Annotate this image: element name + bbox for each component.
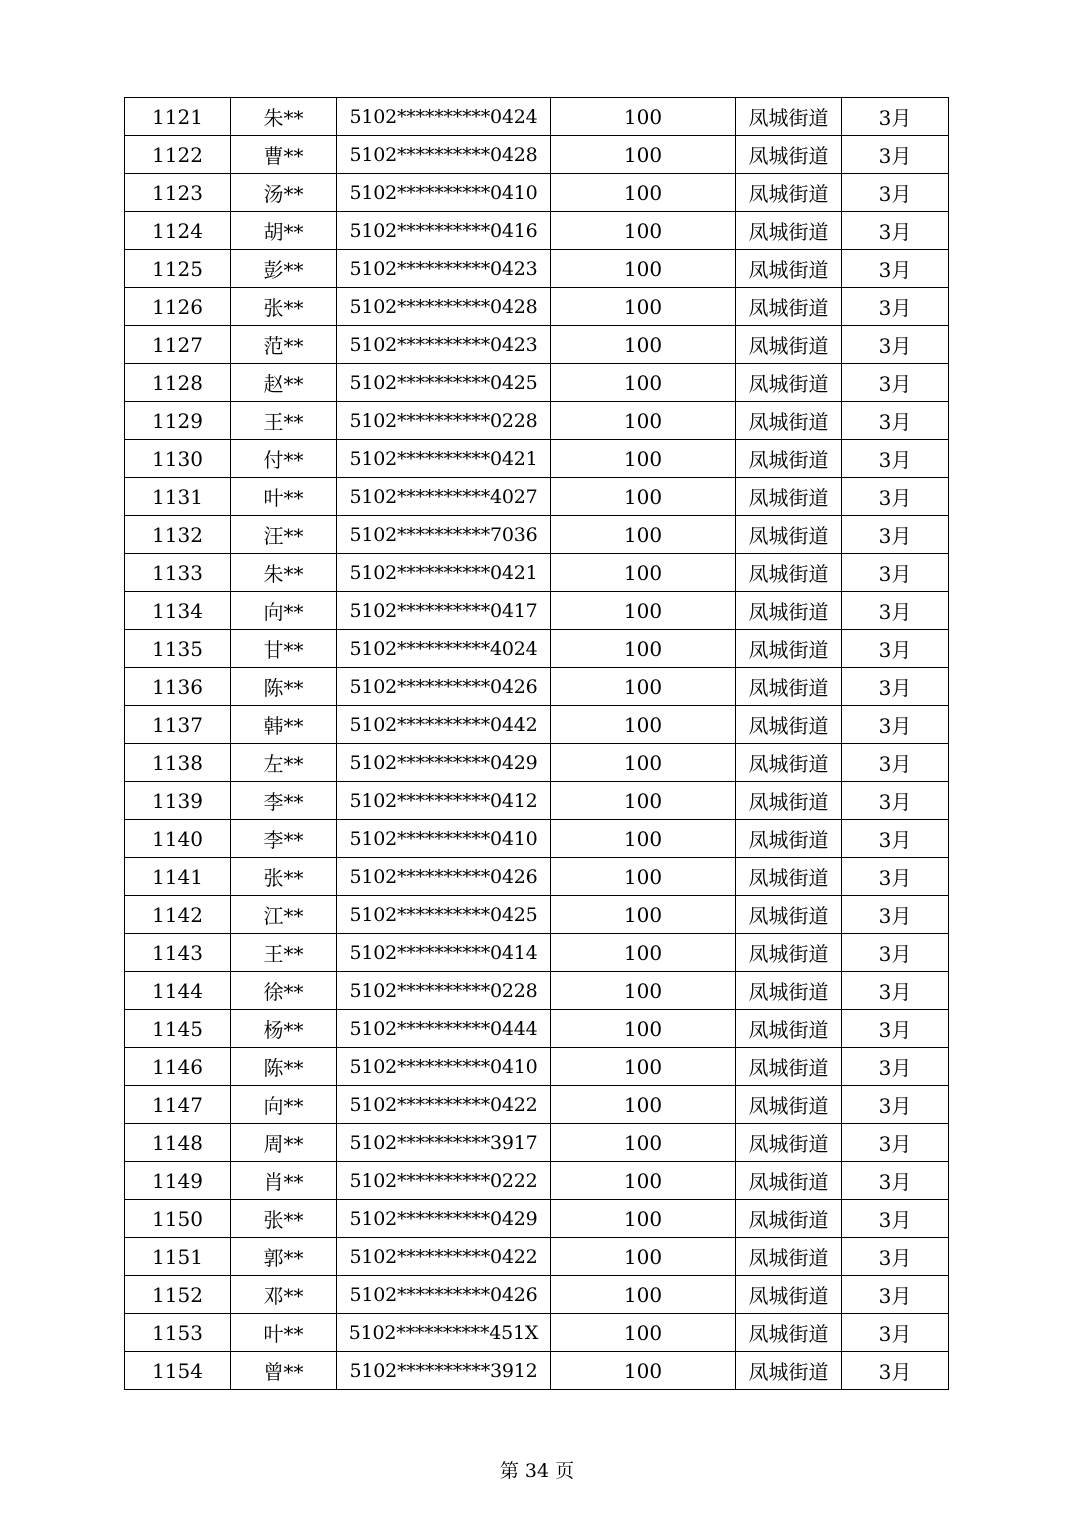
seq-cell: 1135 xyxy=(125,630,231,668)
seq-cell: 1129 xyxy=(125,402,231,440)
seq-cell: 1134 xyxy=(125,592,231,630)
table-row xyxy=(125,896,949,934)
street-cell: 凤城街道 xyxy=(736,1200,842,1238)
amount-cell: 100 xyxy=(551,364,736,402)
seq-cell: 1151 xyxy=(125,1238,231,1276)
table-row xyxy=(125,478,949,516)
seq-cell: 1137 xyxy=(125,706,231,744)
table-row xyxy=(125,1162,949,1200)
street-cell: 凤城街道 xyxy=(736,858,842,896)
street-cell: 凤城街道 xyxy=(736,174,842,212)
month-cell: 3月 xyxy=(842,934,949,972)
table-row xyxy=(125,1200,949,1238)
seq-cell: 1136 xyxy=(125,668,231,706)
id-number-cell: 5102**********0414 xyxy=(337,934,551,972)
id-number-cell: 5102**********7036 xyxy=(337,516,551,554)
month-cell: 3月 xyxy=(842,1010,949,1048)
street-cell: 凤城街道 xyxy=(736,402,842,440)
amount-cell: 100 xyxy=(551,820,736,858)
id-number-cell: 5102**********0421 xyxy=(337,554,551,592)
month-cell: 3月 xyxy=(842,516,949,554)
seq-cell: 1124 xyxy=(125,212,231,250)
id-number-cell: 5102**********0426 xyxy=(337,1276,551,1314)
seq-cell: 1122 xyxy=(125,136,231,174)
month-cell: 3月 xyxy=(842,440,949,478)
name-cell: 曾** xyxy=(231,1352,337,1390)
month-cell: 3月 xyxy=(842,1314,949,1352)
amount-cell: 100 xyxy=(551,1200,736,1238)
amount-cell: 100 xyxy=(551,934,736,972)
seq-cell: 1123 xyxy=(125,174,231,212)
table-row xyxy=(125,744,949,782)
seq-cell: 1142 xyxy=(125,896,231,934)
seq-cell: 1121 xyxy=(125,98,231,136)
amount-cell: 100 xyxy=(551,896,736,934)
name-cell: 叶** xyxy=(231,1314,337,1352)
name-cell: 江** xyxy=(231,896,337,934)
month-cell: 3月 xyxy=(842,1200,949,1238)
amount-cell: 100 xyxy=(551,402,736,440)
table-row xyxy=(125,1010,949,1048)
seq-cell: 1152 xyxy=(125,1276,231,1314)
name-cell: 付** xyxy=(231,440,337,478)
amount-cell: 100 xyxy=(551,516,736,554)
id-number-cell: 5102**********0410 xyxy=(337,1048,551,1086)
seq-cell: 1130 xyxy=(125,440,231,478)
amount-cell: 100 xyxy=(551,668,736,706)
name-cell: 胡** xyxy=(231,212,337,250)
id-number-cell: 5102**********3917 xyxy=(337,1124,551,1162)
id-number-cell: 5102**********0429 xyxy=(337,1200,551,1238)
street-cell: 凤城街道 xyxy=(736,934,842,972)
month-cell: 3月 xyxy=(842,136,949,174)
name-cell: 韩** xyxy=(231,706,337,744)
amount-cell: 100 xyxy=(551,136,736,174)
seq-cell: 1127 xyxy=(125,326,231,364)
id-number-cell: 5102**********0422 xyxy=(337,1238,551,1276)
seq-cell: 1141 xyxy=(125,858,231,896)
table-row xyxy=(125,1086,949,1124)
amount-cell: 100 xyxy=(551,858,736,896)
id-number-cell: 5102**********4027 xyxy=(337,478,551,516)
street-cell: 凤城街道 xyxy=(736,440,842,478)
month-cell: 3月 xyxy=(842,98,949,136)
amount-cell: 100 xyxy=(551,1238,736,1276)
name-cell: 彭** xyxy=(231,250,337,288)
name-cell: 杨** xyxy=(231,1010,337,1048)
name-cell: 肖** xyxy=(231,1162,337,1200)
amount-cell: 100 xyxy=(551,326,736,364)
amount-cell: 100 xyxy=(551,1276,736,1314)
seq-cell: 1131 xyxy=(125,478,231,516)
month-cell: 3月 xyxy=(842,250,949,288)
month-cell: 3月 xyxy=(842,326,949,364)
id-number-cell: 5102**********0428 xyxy=(337,136,551,174)
month-cell: 3月 xyxy=(842,592,949,630)
seq-cell: 1147 xyxy=(125,1086,231,1124)
street-cell: 凤城街道 xyxy=(736,250,842,288)
id-number-cell: 5102**********0422 xyxy=(337,1086,551,1124)
name-cell: 左** xyxy=(231,744,337,782)
month-cell: 3月 xyxy=(842,744,949,782)
street-cell: 凤城街道 xyxy=(736,136,842,174)
name-cell: 李** xyxy=(231,782,337,820)
seq-cell: 1154 xyxy=(125,1352,231,1390)
table-body xyxy=(125,98,949,1390)
seq-cell: 1140 xyxy=(125,820,231,858)
name-cell: 张** xyxy=(231,858,337,896)
amount-cell: 100 xyxy=(551,98,736,136)
street-cell: 凤城街道 xyxy=(736,668,842,706)
id-number-cell: 5102**********0442 xyxy=(337,706,551,744)
month-cell: 3月 xyxy=(842,1124,949,1162)
amount-cell: 100 xyxy=(551,440,736,478)
table-row xyxy=(125,592,949,630)
name-cell: 徐** xyxy=(231,972,337,1010)
street-cell: 凤城街道 xyxy=(736,782,842,820)
name-cell: 朱** xyxy=(231,554,337,592)
recipient-table xyxy=(124,97,949,1390)
id-number-cell: 5102**********0417 xyxy=(337,592,551,630)
street-cell: 凤城街道 xyxy=(736,364,842,402)
table-row xyxy=(125,1314,949,1352)
id-number-cell: 5102**********0412 xyxy=(337,782,551,820)
street-cell: 凤城街道 xyxy=(736,630,842,668)
street-cell: 凤城街道 xyxy=(736,1124,842,1162)
table-row xyxy=(125,1352,949,1390)
name-cell: 朱** xyxy=(231,98,337,136)
table-row xyxy=(125,288,949,326)
id-number-cell: 5102**********4024 xyxy=(337,630,551,668)
street-cell: 凤城街道 xyxy=(736,212,842,250)
street-cell: 凤城街道 xyxy=(736,326,842,364)
id-number-cell: 5102**********0228 xyxy=(337,402,551,440)
id-number-cell: 5102**********3912 xyxy=(337,1352,551,1390)
name-cell: 张** xyxy=(231,288,337,326)
name-cell: 陈** xyxy=(231,668,337,706)
amount-cell: 100 xyxy=(551,1162,736,1200)
id-number-cell: 5102**********0444 xyxy=(337,1010,551,1048)
amount-cell: 100 xyxy=(551,478,736,516)
page-number: 第 34 页 xyxy=(499,1460,575,1482)
name-cell: 范** xyxy=(231,326,337,364)
amount-cell: 100 xyxy=(551,174,736,212)
table-row xyxy=(125,972,949,1010)
table-row xyxy=(125,364,949,402)
street-cell: 凤城街道 xyxy=(736,1238,842,1276)
amount-cell: 100 xyxy=(551,706,736,744)
id-number-cell: 5102**********0426 xyxy=(337,858,551,896)
name-cell: 向** xyxy=(231,1086,337,1124)
name-cell: 向** xyxy=(231,592,337,630)
id-number-cell: 5102**********0222 xyxy=(337,1162,551,1200)
street-cell: 凤城街道 xyxy=(736,478,842,516)
month-cell: 3月 xyxy=(842,858,949,896)
table-row xyxy=(125,516,949,554)
street-cell: 凤城街道 xyxy=(736,896,842,934)
table-row xyxy=(125,440,949,478)
month-cell: 3月 xyxy=(842,1086,949,1124)
table-row xyxy=(125,1276,949,1314)
amount-cell: 100 xyxy=(551,744,736,782)
seq-cell: 1128 xyxy=(125,364,231,402)
id-number-cell: 5102**********0410 xyxy=(337,174,551,212)
id-number-cell: 5102**********451X xyxy=(337,1314,551,1352)
seq-cell: 1138 xyxy=(125,744,231,782)
amount-cell: 100 xyxy=(551,288,736,326)
month-cell: 3月 xyxy=(842,972,949,1010)
table-row xyxy=(125,706,949,744)
table-row xyxy=(125,326,949,364)
name-cell: 郭** xyxy=(231,1238,337,1276)
name-cell: 赵** xyxy=(231,364,337,402)
id-number-cell: 5102**********0423 xyxy=(337,250,551,288)
name-cell: 甘** xyxy=(231,630,337,668)
id-number-cell: 5102**********0425 xyxy=(337,896,551,934)
street-cell: 凤城街道 xyxy=(736,1314,842,1352)
id-number-cell: 5102**********0421 xyxy=(337,440,551,478)
seq-cell: 1149 xyxy=(125,1162,231,1200)
id-number-cell: 5102**********0416 xyxy=(337,212,551,250)
month-cell: 3月 xyxy=(842,1238,949,1276)
amount-cell: 100 xyxy=(551,212,736,250)
amount-cell: 100 xyxy=(551,554,736,592)
amount-cell: 100 xyxy=(551,250,736,288)
seq-cell: 1143 xyxy=(125,934,231,972)
month-cell: 3月 xyxy=(842,630,949,668)
name-cell: 王** xyxy=(231,402,337,440)
id-number-cell: 5102**********0424 xyxy=(337,98,551,136)
name-cell: 汤** xyxy=(231,174,337,212)
table-row xyxy=(125,554,949,592)
month-cell: 3月 xyxy=(842,668,949,706)
seq-cell: 1150 xyxy=(125,1200,231,1238)
amount-cell: 100 xyxy=(551,972,736,1010)
street-cell: 凤城街道 xyxy=(736,1352,842,1390)
id-number-cell: 5102**********0426 xyxy=(337,668,551,706)
street-cell: 凤城街道 xyxy=(736,1086,842,1124)
street-cell: 凤城街道 xyxy=(736,516,842,554)
amount-cell: 100 xyxy=(551,1352,736,1390)
name-cell: 张** xyxy=(231,1200,337,1238)
table-row xyxy=(125,858,949,896)
name-cell: 李** xyxy=(231,820,337,858)
table-row xyxy=(125,934,949,972)
seq-cell: 1148 xyxy=(125,1124,231,1162)
name-cell: 叶** xyxy=(231,478,337,516)
month-cell: 3月 xyxy=(842,1162,949,1200)
table-row xyxy=(125,1124,949,1162)
month-cell: 3月 xyxy=(842,896,949,934)
seq-cell: 1146 xyxy=(125,1048,231,1086)
month-cell: 3月 xyxy=(842,478,949,516)
month-cell: 3月 xyxy=(842,1048,949,1086)
seq-cell: 1144 xyxy=(125,972,231,1010)
street-cell: 凤城街道 xyxy=(736,98,842,136)
name-cell: 陈** xyxy=(231,1048,337,1086)
id-number-cell: 5102**********0228 xyxy=(337,972,551,1010)
seq-cell: 1125 xyxy=(125,250,231,288)
street-cell: 凤城街道 xyxy=(736,1048,842,1086)
name-cell: 王** xyxy=(231,934,337,972)
amount-cell: 100 xyxy=(551,1314,736,1352)
month-cell: 3月 xyxy=(842,554,949,592)
month-cell: 3月 xyxy=(842,782,949,820)
name-cell: 周** xyxy=(231,1124,337,1162)
month-cell: 3月 xyxy=(842,1352,949,1390)
amount-cell: 100 xyxy=(551,1124,736,1162)
table-row xyxy=(125,98,949,136)
street-cell: 凤城街道 xyxy=(736,820,842,858)
month-cell: 3月 xyxy=(842,364,949,402)
month-cell: 3月 xyxy=(842,820,949,858)
table-row xyxy=(125,402,949,440)
amount-cell: 100 xyxy=(551,1010,736,1048)
month-cell: 3月 xyxy=(842,402,949,440)
table-row xyxy=(125,1238,949,1276)
amount-cell: 100 xyxy=(551,1086,736,1124)
id-number-cell: 5102**********0423 xyxy=(337,326,551,364)
amount-cell: 100 xyxy=(551,782,736,820)
id-number-cell: 5102**********0410 xyxy=(337,820,551,858)
month-cell: 3月 xyxy=(842,1276,949,1314)
street-cell: 凤城街道 xyxy=(736,592,842,630)
street-cell: 凤城街道 xyxy=(736,554,842,592)
amount-cell: 100 xyxy=(551,1048,736,1086)
seq-cell: 1145 xyxy=(125,1010,231,1048)
amount-cell: 100 xyxy=(551,630,736,668)
table-row xyxy=(125,782,949,820)
street-cell: 凤城街道 xyxy=(736,1162,842,1200)
month-cell: 3月 xyxy=(842,706,949,744)
street-cell: 凤城街道 xyxy=(736,706,842,744)
amount-cell: 100 xyxy=(551,592,736,630)
name-cell: 曹** xyxy=(231,136,337,174)
table-row xyxy=(125,136,949,174)
name-cell: 汪** xyxy=(231,516,337,554)
month-cell: 3月 xyxy=(842,212,949,250)
table-row xyxy=(125,1048,949,1086)
id-number-cell: 5102**********0425 xyxy=(337,364,551,402)
street-cell: 凤城街道 xyxy=(736,1010,842,1048)
month-cell: 3月 xyxy=(842,288,949,326)
id-number-cell: 5102**********0429 xyxy=(337,744,551,782)
table-row xyxy=(125,212,949,250)
street-cell: 凤城街道 xyxy=(736,288,842,326)
table-row xyxy=(125,630,949,668)
table-row xyxy=(125,174,949,212)
street-cell: 凤城街道 xyxy=(736,1276,842,1314)
street-cell: 凤城街道 xyxy=(736,972,842,1010)
month-cell: 3月 xyxy=(842,174,949,212)
table-row xyxy=(125,668,949,706)
seq-cell: 1132 xyxy=(125,516,231,554)
table-row xyxy=(125,250,949,288)
street-cell: 凤城街道 xyxy=(736,744,842,782)
table-row xyxy=(125,820,949,858)
id-number-cell: 5102**********0428 xyxy=(337,288,551,326)
seq-cell: 1133 xyxy=(125,554,231,592)
name-cell: 邓** xyxy=(231,1276,337,1314)
seq-cell: 1153 xyxy=(125,1314,231,1352)
seq-cell: 1126 xyxy=(125,288,231,326)
seq-cell: 1139 xyxy=(125,782,231,820)
